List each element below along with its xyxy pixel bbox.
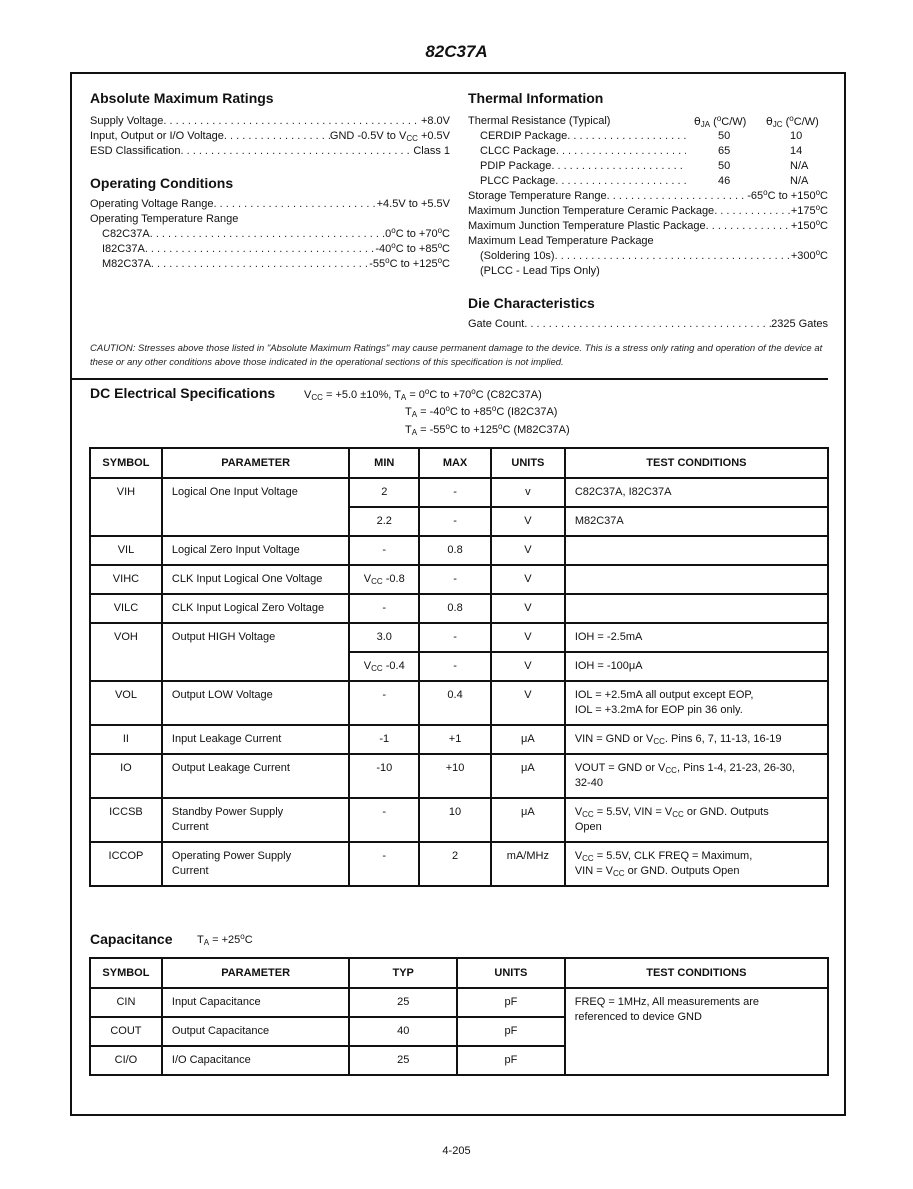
table-row: II Input Leakage Current -1 +1 μA VIN = GND or $V_{CC}$. Pins 6, 7, 11-13, 16-19: [90, 725, 828, 754]
table-row: $V_{CC}$ -0.4 - V IOH = -100μA: [90, 652, 828, 681]
abs-max-heading: Absolute Maximum Ratings: [90, 90, 274, 106]
theta-ja-header: $\theta_{JA}$ ($^o$C/W): [694, 114, 747, 129]
col-parameter: PARAMETER: [162, 958, 350, 988]
table-row: VIH Logical One Input Voltage 2 - v C82C37A, I82C37A: [90, 478, 828, 507]
left-column: [90, 90, 450, 272]
theta-ja-value: 46: [718, 175, 731, 187]
die-heading: Die Characteristics: [468, 295, 595, 311]
storage-temp-row: Storage Temperature Range . . . -65$^o$C to $+150^oC$: [468, 189, 828, 204]
plcc-note: (PLCC - Lead Tips Only): [480, 265, 600, 277]
theta-ja-value: 50: [718, 160, 731, 172]
theta-ja-value: 65: [718, 145, 731, 157]
lead-temp-label: Maximum Lead Temperature Package: [468, 235, 654, 247]
col-max: MAX: [419, 448, 491, 478]
op-temp-m-row: M82C37A . . . -55$^o$C to $+125^oC$: [90, 257, 450, 272]
table-row: ICCOP Operating Power Supply Current - 2 mA/MHz $V_{CC} = 5.5V$, CLK FREQ = Maximum, VIN = $V_{CC}$ or GND. Outputs Open: [90, 842, 828, 886]
col-typ: TYP: [349, 958, 457, 988]
thermal-package-row: CERDIP Package . . . 50 10: [468, 129, 828, 144]
op-temp-c-row: C82C37A . . . 0$^o$C to $+70^oC$: [90, 227, 450, 242]
soldering-row: (Soldering 10s) . . . $+300^oC$: [468, 249, 828, 264]
dc-heading: DC Electrical Specifications: [90, 385, 276, 401]
theta-jc-value: N/A: [790, 160, 809, 172]
dc-condition-2: $T_A = -40^oC$ to $+85^oC$ (I82C37A): [405, 404, 558, 419]
esd-row: ESD Classification . . . Class 1: [90, 144, 450, 159]
dc-spec-table: [89, 447, 829, 887]
supply-voltage-row: Supply Voltage . . . +8.0V: [90, 114, 450, 129]
operating-heading: Operating Conditions: [90, 175, 234, 191]
dc-condition-3: $T_A = -55^oC$ to $+125^oC$ (M82C37A): [405, 422, 570, 437]
capacitance-heading: Capacitance: [90, 931, 173, 947]
thermal-heading: Thermal Information: [468, 90, 604, 106]
page-number: 4-205: [442, 1145, 471, 1157]
thermal-package-row: PDIP Package . . . 50 N/A: [468, 159, 828, 174]
col-parameter: PARAMETER: [162, 448, 349, 478]
table-row: COUT Output Capacitance 40 pF: [90, 1017, 828, 1046]
mj-ceramic-row: Maximum Junction Temperature Ceramic Package . . . $+175^oC$: [468, 204, 828, 219]
theta-jc-header: $\theta_{JC}$ ($^o$C/W): [766, 114, 819, 129]
page-title: 82C37A: [425, 42, 488, 61]
table-row: VIHC CLK Input Logical One Voltage $V_{CC}$ -0.8 - V: [90, 565, 828, 594]
op-temp-label: Operating Temperature Range: [90, 213, 239, 225]
table-row: VOL Output LOW Voltage - 0.4 V IOL = +2.5mA all output except EOP, IOL = +3.2mA for EOP pin 36 only.: [90, 681, 828, 725]
theta-jc-value: 10: [790, 130, 803, 142]
section-divider: [72, 378, 828, 380]
dc-condition-1: $V_{CC} = +5.0 \pm 10\%$, $T_A = 0^oC$ to $+70^oC$ (C82C37A): [304, 387, 542, 402]
theta-jc-value: 14: [790, 145, 803, 157]
col-test-conditions: TEST CONDITIONS: [565, 448, 828, 478]
table-row: CI/O I/O Capacitance 25 pF: [90, 1046, 828, 1075]
thermal-resistance-header: Thermal Resistance (Typical) $\theta_{JA}$ ($^o$C/W) $\theta_{JC}$ ($^o$C/W): [468, 114, 819, 129]
table-row: VOH Output HIGH Voltage 3.0 - V IOH = -2.5mA: [90, 623, 828, 652]
capacitance-table: [89, 957, 829, 1076]
table-row: VILC CLK Input Logical Zero Voltage - 0.8 V: [90, 594, 828, 623]
thermal-package-row: CLCC Package . . . 65 14: [468, 144, 828, 159]
theta-jc-value: N/A: [790, 175, 809, 187]
col-symbol: SYMBOL: [90, 448, 162, 478]
col-units: UNITS: [457, 958, 565, 988]
table-header-row: [90, 448, 828, 478]
capacitance-condition: $T_A = +25^oC$: [197, 932, 253, 947]
op-voltage-row: Operating Voltage Range . . . +4.5V to +5.5V: [90, 197, 450, 212]
thermal-package-row: PLCC Package . . . 46 N/A: [468, 174, 828, 189]
table-row: VIL Logical Zero Input Voltage - 0.8 V: [90, 536, 828, 565]
table-header-row: [90, 958, 828, 988]
table-row: CIN Input Capacitance 25 pF FREQ = 1MHz, All measurements are referenced to device GND: [90, 988, 828, 1017]
right-column: [468, 90, 828, 332]
col-units: UNITS: [491, 448, 565, 478]
gate-count-row: Gate Count . . . 2325 Gates: [468, 317, 828, 332]
theta-ja-value: 50: [718, 130, 731, 142]
thermal-package-list: [468, 129, 828, 189]
col-min: MIN: [349, 448, 419, 478]
table-row: ICCSB Standby Power Supply Current - 10 μA $V_{CC} = 5.5V$, VIN = $V_{CC}$ or GND. Outputs Open: [90, 798, 828, 842]
caution-note: CAUTION: Stresses above those listed in "Absolute Maximum Ratings" may cause permanent damage to the device. This is a stress only rating and operation of the device at these or any other conditions above those indicated in the operational sections of this specification is not implied.: [90, 343, 823, 368]
mj-plastic-row: Maximum Junction Temperature Plastic Package . . . $+150^oC$: [468, 219, 828, 234]
table-row: 2.2 - V M82C37A: [90, 507, 828, 536]
table-row: IO Output Leakage Current -10 +10 μA VOUT = GND or $V_{CC}$, Pins 1-4, 21-23, 26-30, 32-40: [90, 754, 828, 798]
col-symbol: SYMBOL: [90, 958, 162, 988]
io-voltage-row: Input, Output or I/O Voltage . . . GND -0.5V to $V_{CC} +0.5V$: [90, 129, 450, 144]
op-temp-i-row: I82C37A . . . -40$^o$C to $+85^oC$: [90, 242, 450, 257]
col-test-conditions: TEST CONDITIONS: [565, 958, 828, 988]
